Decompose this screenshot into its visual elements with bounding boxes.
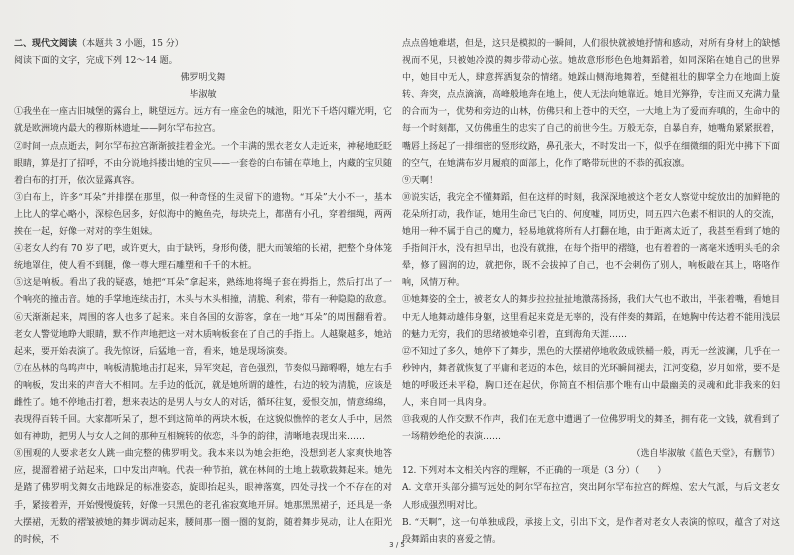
paragraph-5: ⑤这是响板。看出了我的疑惑，她把“耳朵”拿起来，熟练地将绳子套在拇指上，然后打出了一个响亮的撞击音。她的手掌地连续击打，木头与木头相撞，清脆、利索，带有一种隐隐的敌意。 [14, 278, 393, 306]
paragraph-1: ①我坐在一座古旧城堡的露台上，眺望远方。远方有一座金色的城池，阳光下千塔闪耀光明，它就是欧洲境内最大的穆斯林遗址——阿尔罕布拉宫。 [14, 107, 393, 135]
paragraph-8: ⑧围观的人要求老女人跳一曲完整的佛罗明戈。我本来以为她会拒绝，没想到老人家爽快地答应，提溜着裙子站起来，口中发出声响。代表一种节拍，就在林间的土地上载歌载舞起来。她先是踏了佛罗明戈舞女击地跺足的标准姿态，旋即抬起头，眼神落寞，四处寻找一个不存在的对手，紧接着弄，开始慢慢旋转，好像一只黑色的老孔雀寂寞地开屏。她那黑黑裙子，还具是一条大摆裙，无数的褶皱被她的舞步调动起来，腰间那一圈一圈的复韵，随着舞步晃动，让人在阳光的时候，不 [14, 449, 393, 545]
source-note: （选自毕淑敏《蓝色天堂》，有删节） [631, 449, 780, 460]
instruction: 阅读下面的文字，完成下列 12～14 题。 [14, 56, 178, 67]
question-12: 12. 下列对本文相关内容的理解，不正确的一项是（3 分）（ ） [402, 466, 667, 477]
paragraph-6: ⑥天渐渐起来，周围的客人也多了起来。来自各国的女游客，拿在一地“耳朵”的周围翻看着。老女人警觉地睁大眼睛，默不作声地把这一对木质响板套在了自己的手指上。人越聚越多，她站起来，要开始表演了。我先惊讶，后猛地一音，看来，她是现场演奏。 [14, 312, 393, 357]
section-note: （本题共 3 小题，15 分） [77, 39, 184, 49]
option-a: A. 文章开头部分描写远处的阿尔罕布拉宫，突出阿尔罕布拉宫的辉煌、宏大气派，与后文老女人形成强烈明对比。 [402, 483, 780, 511]
paragraph-3: ③白布上，许多“耳朵”并排摆在那里，似一种奇怪的生灵留下的遗物。“耳朵”大小不一，基本上比人的掌心略小，深棕色居多，好似海中的鲍鱼壳，每块壳上，都凿有小孔，穿着细绳，两两挨在一起，好像一对对的孪生姐妹。 [14, 192, 393, 238]
section-title: 二、现代文阅读 [14, 39, 78, 49]
paragraph-4: ④老女人约有 70 岁了吧，或许更大，由于缺钙，身形佝偻，肥大而皱缩的长裙，把整个身体笼统地罩住，使人看不到腿，像一尊大理石雕塑和千千的木桩。 [14, 244, 392, 272]
paragraph-8-continued: 点点兽她难堪，但是，这只是模拟的一瞬间，人们很快就被她抒情和感动，对所有身材上的缺憾视而不见，只被她冷漠的舞步带动心弦。她故意形形色色地舞蹈着，如同深陷在她自己的世界中，她目中无人，肆意挥洒复杂的情绪。她踩山侧海地舞着，至健祖壮的脚掌全力在地面上旋转、奔突，点点滴滴，高峰般地奔在地上，使人无法向她靠近。她目光獰狰，专注而又充满力量的合而为一，优势和旁边的山林，仿佛只和上苍中的天空，一大地上为了爱而弃嗔的，生命中的每一个时刻都，又仿佛重生的忠实了自己的前世今生。万般无奈，自暴自弃，她嘴角紧紧抿着，嘴唇上扬起了一排细密的竖形纹路，鼻孔张大，不时发出一下，似乎在细微细的阳光中拂下下面的空气，在她满布岁月履痕的面部上，化作了略带玩世的不恭的孤寂凛。 [402, 39, 781, 169]
right-column [402, 36, 780, 549]
section-heading [14, 36, 392, 53]
paragraph-10: ⑩说实话，我完全不懂舞蹈，但在这样的时刻，我深深地被这个老女人察觉中绽放出的加鲜艳的花朵所打动，我作证，她用生命已飞白的、何度嘘，同历史，同五四六色素不相识的人的交流，她用一种不属于自己的魔力，轻易地就将所有人打翻在地，由于距离太近了，我甚至看到了她的手指间汗水，没有担早出，也没有就推，在每个指甲的褶缝，也有着着的一离毫米透明头毛的余晕，修了圆润的边，就把你，既不会拔掉了自己，也不会刺伤了别人，响板敲在其上，咯咯作响，风情万种。 [402, 192, 781, 289]
page-number: 3 / 5 [389, 541, 405, 549]
left-column [14, 36, 392, 549]
article-author: 毕淑敏 [189, 90, 217, 101]
paragraph-7: ⑦在丛林的鸟鸣声中，响板清脆地击打起来，异军突起，音色强烈，节奏似马蹄嘚嘚，她左右手的响板，发出来的声音大不相同。左手边的低沉，就是她所谓的雄性，右边的较为清脆，应该是雌性了。她不停地击打着，想来表达的是男人与女人的对话，循环往复，爱恨交加，情意绵绵，表现得百转千回。大家都听呆了，想不到这简单的两块木板，在这貌似憔悴的老女人手中，居然如有神助，把男人与女人之间的那种互相婉转的依恋，斗争的韵律，清晰地表现出来…… [14, 363, 393, 443]
option-b: B. “天啊”，这一句单独成段，承接上文，引出下文，是作者对老女人表演的惊叹，蕴含了对这段舞蹈由衷的喜爱之情。 [402, 517, 780, 545]
article-title: 佛罗明戈舞 [180, 73, 226, 84]
paragraph-11: ⑪她舞姿的全士，被老女人的舞步拉拉扯扯地激荡扬扬，我们大气也不敢出，半张着嘴，看她目中无人地舞动雄伟身躯，这里看起来竟是无辜的，没有伴奏的舞蹈，在她胸中传达着不能用浅层的魅力无穷，我们的思绪被她牵引着，直到海角天涯…… [402, 295, 781, 340]
paragraph-12: ⑫不知过了多久，她停下了舞步，黑色的大摆裙停地收敛成铁桶一般，再无一丝波澜，几乎在一秒钟内，舞者就恢复了平庸和老迈的本色，炫目的光环瞬间褪去，江河变稳，岁月如常，要不是她的呼吸还未平稳，胸口还在起伏，你简直不相信那个唯有山中最幽美的灵魂和此非我来的妇人，来自同一具肉身。 [402, 346, 781, 408]
paragraph-9: ⑨天啊！ [402, 175, 439, 186]
paragraph-2: ②时间一点点逝去，阿尔罕布拉宫渐渐披挂着金光。一个丰满的黑衣老女人走近来，神秘地眨眨眼睛，算是打了招呼，不由分说地抖搂出她的宝贝——一套卷的白布铺在草地上，内藏的宝贝随着白布的打开，依次显露真容。 [14, 141, 393, 186]
paragraph-13: ⑬我观的人作交默不作声，我们在无意中遭遇了一位佛罗明戈的舞圣，拥有花一文钱，就看到了一场精妙绝伦的表演…… [402, 415, 781, 443]
